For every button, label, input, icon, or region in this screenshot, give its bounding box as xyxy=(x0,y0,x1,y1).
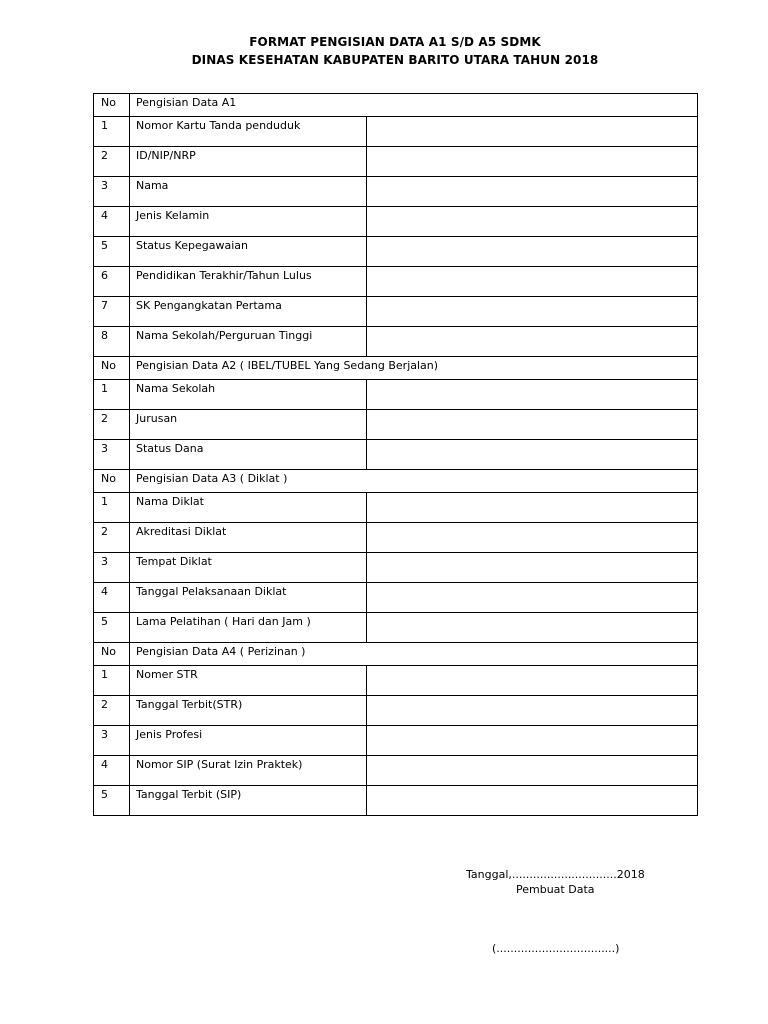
field-value-cell[interactable] xyxy=(367,237,698,267)
row-number: 2 xyxy=(94,410,130,440)
field-label: Nama Sekolah xyxy=(130,380,367,410)
row-number: 1 xyxy=(94,117,130,147)
table-row xyxy=(94,523,698,553)
field-value-cell[interactable] xyxy=(367,696,698,726)
field-label: Jenis Kelamin xyxy=(130,207,367,237)
row-number: 1 xyxy=(94,380,130,410)
row-number: 3 xyxy=(94,440,130,470)
field-value-cell[interactable] xyxy=(367,327,698,357)
field-label: Pendidikan Terakhir/Tahun Lulus xyxy=(130,267,367,297)
field-label: Tanggal Terbit(STR) xyxy=(130,696,367,726)
row-number: 2 xyxy=(94,523,130,553)
row-number: 6 xyxy=(94,267,130,297)
section-title: Pengisian Data A4 ( Perizinan ) xyxy=(130,643,698,666)
table-row xyxy=(94,327,698,357)
field-label: Jurusan xyxy=(130,410,367,440)
section-no-header: No xyxy=(94,357,130,380)
row-number: 7 xyxy=(94,297,130,327)
table-row xyxy=(94,297,698,327)
table-row xyxy=(94,410,698,440)
row-number: 4 xyxy=(94,756,130,786)
field-value-cell[interactable] xyxy=(367,523,698,553)
table-row xyxy=(94,726,698,756)
field-label: ID/NIP/NRP xyxy=(130,147,367,177)
row-number: 8 xyxy=(94,327,130,357)
row-number: 4 xyxy=(94,207,130,237)
row-number: 5 xyxy=(94,613,130,643)
field-label: Nama Sekolah/Perguruan Tinggi xyxy=(130,327,367,357)
field-label: Nomor Kartu Tanda penduduk xyxy=(130,117,367,147)
field-value-cell[interactable] xyxy=(367,440,698,470)
table-row xyxy=(94,666,698,696)
field-value-cell[interactable] xyxy=(367,756,698,786)
row-number: 1 xyxy=(94,666,130,696)
row-number: 3 xyxy=(94,726,130,756)
signature-role: Pembuat Data xyxy=(516,883,595,896)
section-header-row xyxy=(94,470,698,493)
field-value-cell[interactable] xyxy=(367,726,698,756)
field-label: Nomer STR xyxy=(130,666,367,696)
row-number: 3 xyxy=(94,553,130,583)
field-value-cell[interactable] xyxy=(367,613,698,643)
table-row xyxy=(94,237,698,267)
data-entry-table xyxy=(93,93,698,816)
field-value-cell[interactable] xyxy=(367,553,698,583)
signature-name-line: (..................................) xyxy=(492,942,620,955)
section-header-row xyxy=(94,357,698,380)
field-value-cell[interactable] xyxy=(367,786,698,816)
signature-date-line: Tanggal,..............................2018 xyxy=(466,868,645,881)
field-label: Jenis Profesi xyxy=(130,726,367,756)
document-subtitle: DINAS KESEHATAN KABUPATEN BARITO UTARA TAHUN 2018 xyxy=(191,53,599,67)
row-number: 1 xyxy=(94,493,130,523)
table-row xyxy=(94,756,698,786)
field-label: Tanggal Pelaksanaan Diklat xyxy=(130,583,367,613)
table-row xyxy=(94,117,698,147)
field-label: Akreditasi Diklat xyxy=(130,523,367,553)
field-value-cell[interactable] xyxy=(367,207,698,237)
section-no-header: No xyxy=(94,470,130,493)
section-title: Pengisian Data A3 ( Diklat ) xyxy=(130,470,698,493)
field-label: Status Kepegawaian xyxy=(130,237,367,267)
section-title: Pengisian Data A1 xyxy=(130,94,698,117)
section-no-header: No xyxy=(94,94,130,117)
table-row xyxy=(94,493,698,523)
field-label: Nama Diklat xyxy=(130,493,367,523)
table-row xyxy=(94,177,698,207)
table-row xyxy=(94,553,698,583)
field-label: Tempat Diklat xyxy=(130,553,367,583)
table-row xyxy=(94,696,698,726)
field-value-cell[interactable] xyxy=(367,177,698,207)
row-number: 5 xyxy=(94,786,130,816)
field-value-cell[interactable] xyxy=(367,297,698,327)
field-label: SK Pengangkatan Pertama xyxy=(130,297,367,327)
table-row xyxy=(94,786,698,816)
field-label: Tanggal Terbit (SIP) xyxy=(130,786,367,816)
field-label: Lama Pelatihan ( Hari dan Jam ) xyxy=(130,613,367,643)
table-row xyxy=(94,267,698,297)
row-number: 3 xyxy=(94,177,130,207)
field-value-cell[interactable] xyxy=(367,493,698,523)
field-value-cell[interactable] xyxy=(367,267,698,297)
row-number: 2 xyxy=(94,147,130,177)
field-value-cell[interactable] xyxy=(367,666,698,696)
table-row xyxy=(94,147,698,177)
table-row xyxy=(94,583,698,613)
section-no-header: No xyxy=(94,643,130,666)
field-value-cell[interactable] xyxy=(367,147,698,177)
section-title: Pengisian Data A2 ( IBEL/TUBEL Yang Sedang Berjalan) xyxy=(130,357,698,380)
section-header-row xyxy=(94,643,698,666)
table-row xyxy=(94,440,698,470)
section-header-row xyxy=(94,94,698,117)
row-number: 5 xyxy=(94,237,130,267)
field-label: Nomor SIP (Surat Izin Praktek) xyxy=(130,756,367,786)
table-row xyxy=(94,380,698,410)
row-number: 2 xyxy=(94,696,130,726)
field-value-cell[interactable] xyxy=(367,583,698,613)
document-title: FORMAT PENGISIAN DATA A1 S/D A5 SDMK xyxy=(249,35,541,49)
field-value-cell[interactable] xyxy=(367,410,698,440)
field-value-cell[interactable] xyxy=(367,117,698,147)
field-label: Nama xyxy=(130,177,367,207)
row-number: 4 xyxy=(94,583,130,613)
field-label: Status Dana xyxy=(130,440,367,470)
table-row xyxy=(94,207,698,237)
field-value-cell[interactable] xyxy=(367,380,698,410)
table-row xyxy=(94,613,698,643)
